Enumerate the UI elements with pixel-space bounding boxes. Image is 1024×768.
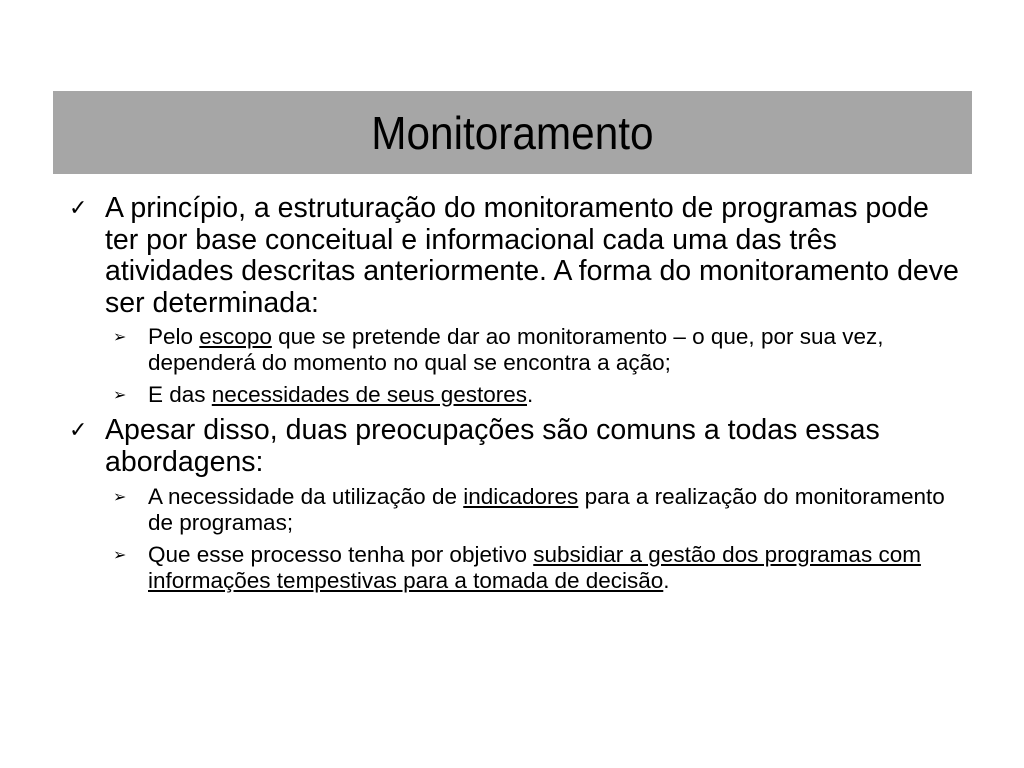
sub-bullet-item — [113, 542, 967, 594]
sub-bullet-item — [113, 484, 967, 536]
bullet-text: Apesar disso, duas preocupações são comuns a todas essas abordagens: — [105, 414, 880, 478]
sub-bullet-text: E das — [148, 382, 212, 407]
check-icon: ✓ — [69, 418, 88, 443]
slide-title: Monitoramento — [371, 106, 654, 159]
arrow-bullet-icon: ➢ — [113, 487, 127, 506]
sub-bullet-text: para a realização do monitoramento de programas; — [148, 484, 945, 535]
underlined-term: escopo — [199, 324, 272, 349]
arrow-bullet-icon: ➢ — [113, 327, 127, 346]
underlined-term: subsidiar a gestão dos programas com informações tempestivas para a tomada de decisão — [148, 542, 921, 593]
check-icon: ✓ — [69, 196, 88, 221]
arrow-bullet-icon: ➢ — [113, 545, 127, 564]
sub-bullet-item — [113, 382, 967, 408]
sub-bullet-text: Que esse processo tenha por objetivo — [148, 542, 534, 567]
slide-content — [67, 193, 967, 594]
sub-bullet-item — [113, 324, 967, 376]
bullet-item — [67, 193, 967, 319]
bullet-item — [67, 415, 967, 478]
underlined-term: indicadores — [463, 484, 579, 509]
sub-bullet-text: que se pretende dar ao monitoramento – o que, por sua vez, dependerá do momento no qual se encontra a ação; — [148, 324, 884, 375]
sub-bullet-text: . — [663, 568, 670, 593]
bullet-text: A princípio, a estruturação do monitoramento de programas pode ter por base conceitual e informacional cada uma das três atividades descritas anteriormente. A forma do monitoramento deve ser determinada: — [105, 192, 959, 319]
underlined-term: necessidades de seus gestores — [211, 382, 527, 407]
title-bar — [53, 91, 972, 174]
sub-bullet-text: Pelo — [148, 324, 200, 349]
sub-bullet-text: . — [527, 382, 534, 407]
arrow-bullet-icon: ➢ — [113, 385, 127, 404]
sub-bullet-text: A necessidade da utilização de — [148, 484, 464, 509]
